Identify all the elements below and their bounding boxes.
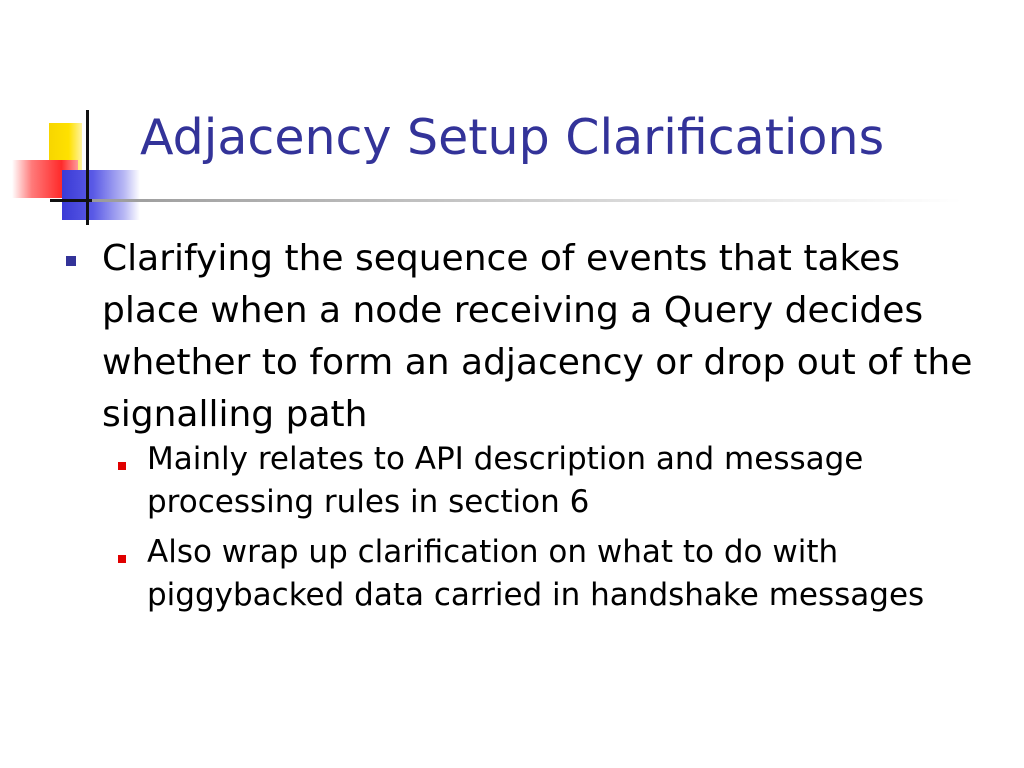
slide-title: Adjacency Setup Clarifications bbox=[140, 109, 885, 166]
bullet-level2-text: Mainly relates to API description and message processing rules in section 6 bbox=[147, 441, 864, 520]
bullet-square-icon bbox=[66, 256, 76, 266]
sub-bullet-square-icon bbox=[118, 555, 126, 563]
sub-bullet-square-icon bbox=[118, 462, 126, 470]
bullet-level2-text: Also wrap up clarification on what to do with piggybacked data carried in handshake messages bbox=[147, 534, 925, 613]
bullet-level1-text: Clarifying the sequence of events that takes place when a node receiving a Query decides whether to form an adjacency or drop out of the signalling path bbox=[102, 238, 973, 435]
